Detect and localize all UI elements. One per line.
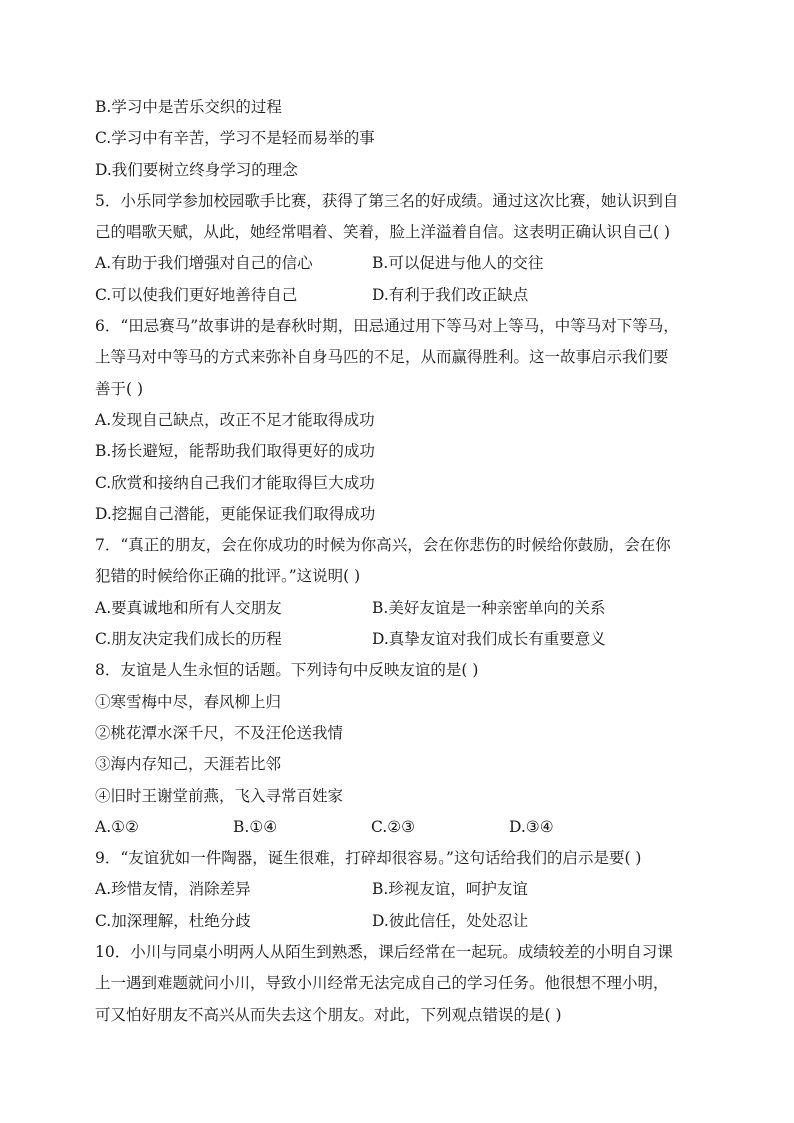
option-a: A.要真诚地和所有人交朋友 bbox=[95, 598, 282, 617]
option-d: D.真挚友谊对我们成长有重要意义 bbox=[372, 630, 606, 649]
option-b: B.扬长避短，能帮助我们取得更好的成功 bbox=[95, 442, 375, 461]
question-stem-line: 上等马对中等马的方式来弥补自身马匹的不足，从而赢得胜利。这一故事启示我们要 bbox=[95, 348, 669, 367]
option-row bbox=[95, 624, 705, 655]
option-a: A.珍惜友情，消除差异 bbox=[95, 880, 251, 899]
option-c: C.加深理解，杜绝分歧 bbox=[95, 911, 251, 930]
option-c: C.②③ bbox=[371, 817, 416, 836]
question-stem-line: 善于( ) bbox=[95, 379, 144, 398]
question-stem-line: 己的唱歌天赋，从此，她经常唱着、笑着，脸上洋溢着自信。这表明正确认识自己( ) bbox=[95, 223, 671, 242]
question-stem-line: 8．友谊是人生永恒的话题。下列诗句中反映友谊的是( ) bbox=[95, 661, 479, 680]
question-8 bbox=[95, 655, 705, 843]
option-d: D.彼此信任，处处忍让 bbox=[372, 911, 529, 930]
question-9 bbox=[95, 843, 705, 937]
question-stem-line: 可又怕好朋友不高兴从而失去这个朋友。对此，下列观点错误的是( ) bbox=[95, 1005, 562, 1024]
option-d: D.③④ bbox=[509, 817, 554, 836]
question-stem-line: 上一遇到难题就问小川，导致小川经常无法完成自己的学习任务。他很想不理小明， bbox=[95, 974, 669, 993]
option-row bbox=[95, 280, 705, 311]
question-10 bbox=[95, 937, 705, 1031]
question-7 bbox=[95, 530, 705, 655]
option-row bbox=[95, 874, 705, 905]
option-c: C.朋友决定我们成长的历程 bbox=[95, 630, 282, 649]
option-a: A.①② bbox=[95, 817, 139, 836]
option-c: C.学习中有辛苦，学习不是轻而易举的事 bbox=[95, 129, 375, 148]
option-row bbox=[95, 906, 705, 937]
option-c: C.欣赏和接纳自己我们才能取得巨大成功 bbox=[95, 473, 375, 492]
option-a: A.有助于我们增强对自己的信心 bbox=[95, 254, 313, 273]
option-d: D.挖掘自己潜能，更能保证我们取得成功 bbox=[95, 504, 376, 523]
option-row bbox=[95, 248, 705, 279]
poem-item-1: ①寒雪梅中尽，春风柳上归 bbox=[95, 692, 282, 711]
option-d: D.我们要树立终身学习的理念 bbox=[95, 160, 298, 179]
option-b: B.美好友谊是一种亲密单向的关系 bbox=[372, 598, 606, 617]
question-stem-line: 5．小乐同学参加校园歌手比赛，获得了第三名的好成绩。通过这次比赛，她认识到自 bbox=[95, 191, 679, 210]
option-d: D.有利于我们改正缺点 bbox=[372, 285, 529, 304]
exam-page bbox=[95, 92, 705, 1031]
option-b: B.学习中是苦乐交织的过程 bbox=[95, 98, 282, 116]
question-5 bbox=[95, 186, 705, 311]
option-b: B.可以促进与他人的交往 bbox=[372, 254, 544, 273]
option-b: B.珍视友谊，呵护友谊 bbox=[372, 880, 528, 899]
question-stem-line: 犯错的时候给你正确的批评。”这说明( ) bbox=[95, 567, 361, 586]
question-stem-line: 9．“友谊犹如一件陶器，诞生很难，打碎却很容易。”这句话给我们的启示是要( ) bbox=[95, 849, 642, 868]
option-b: B.①④ bbox=[233, 817, 278, 836]
poem-item-4: ④旧时王谢堂前燕，飞入寻常百姓家 bbox=[95, 786, 344, 805]
option-row bbox=[95, 812, 705, 843]
option-c: C.可以使我们更好地善待自己 bbox=[95, 285, 298, 304]
option-row bbox=[95, 593, 705, 624]
question-stem-line: 6．“田忌赛马”故事讲的是春秋时期，田忌通过用下等马对上等马，中等马对下等马， bbox=[95, 317, 679, 336]
poem-item-2: ②桃花潭水深千尺，不及汪伦送我情 bbox=[95, 723, 344, 742]
question-stem-line: 10．小川与同桌小明两人从陌生到熟悉，课后经常在一起玩。成绩较差的小明自习课 bbox=[95, 943, 673, 962]
poem-item-3: ③海内存知己，天涯若比邻 bbox=[95, 755, 282, 774]
question-6 bbox=[95, 311, 705, 530]
question-4-tail bbox=[95, 92, 705, 186]
option-a: A.发现自己缺点，改正不足才能取得成功 bbox=[95, 410, 375, 429]
question-stem-line: 7．“真正的朋友，会在你成功的时候为你高兴，会在你悲伤的时候给你鼓励，会在你 bbox=[95, 536, 671, 555]
